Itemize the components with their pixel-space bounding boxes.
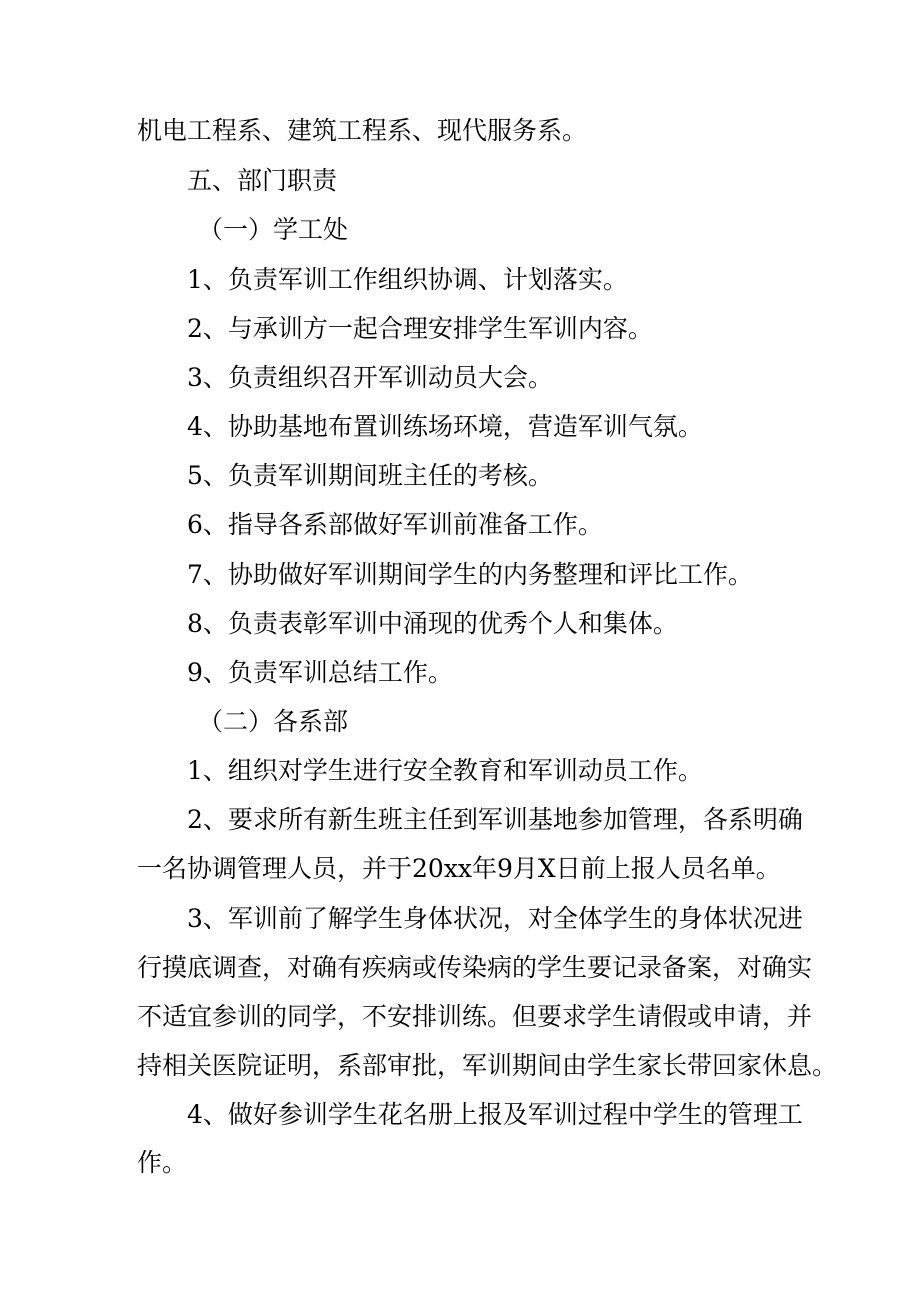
list-item: 6、指导各系部做好军训前准备工作。 xyxy=(187,510,603,539)
list-item: 1、负责军训工作组织协调、计划落实。 xyxy=(187,265,628,294)
list-item: 4、协助基地布置训练场环境，营造军训气氛。 xyxy=(187,412,703,441)
list-item-continuation: 持相关医院证明，系部审批，军训期间由学生家长带回家休息。 xyxy=(137,1051,838,1080)
subsection-heading-departments: （二）各系部 xyxy=(198,707,349,736)
list-item: 4、做好参训学生花名册上报及军训过程中学生的管理工 xyxy=(187,1100,803,1129)
list-item: 7、协助做好军训期间学生的内务整理和评比工作。 xyxy=(187,560,753,589)
list-item-continuation: 作。 xyxy=(137,1148,188,1177)
section-heading-responsibilities: 五、部门职责 xyxy=(187,166,338,195)
list-item: 5、负责军训期间班主任的考核。 xyxy=(187,461,553,490)
list-item: 1、组织对学生进行安全教育和军训动员工作。 xyxy=(187,756,703,785)
paragraph-line-departments: 机电工程系、建筑工程系、现代服务系。 xyxy=(137,116,588,145)
list-item: 3、负责组织召开军训动员大会。 xyxy=(187,363,553,392)
list-item: 8、负责表彰军训中涌现的优秀个人和集体。 xyxy=(187,609,678,638)
list-item-continuation: 一名协调管理人员，并于20xx年9月X日前上报人员名单。 xyxy=(137,854,781,883)
list-item: 3、军训前了解学生身体状况，对全体学生的身体状况进 xyxy=(187,904,803,933)
list-item: 9、负责军训总结工作。 xyxy=(187,658,453,687)
list-item: 2、与承训方一起合理安排学生军训内容。 xyxy=(187,314,653,343)
list-item-continuation: 行摸底调查，对确有疾病或传染病的学生要记录备案，对确实 xyxy=(137,953,813,982)
list-item: 2、要求所有新生班主任到军训基地参加管理，各系明确 xyxy=(187,805,803,834)
list-item-continuation: 不适宜参训的同学，不安排训练。但要求学生请假或申请，并 xyxy=(137,1002,813,1031)
subsection-heading-student-affairs: （一）学工处 xyxy=(198,215,349,244)
